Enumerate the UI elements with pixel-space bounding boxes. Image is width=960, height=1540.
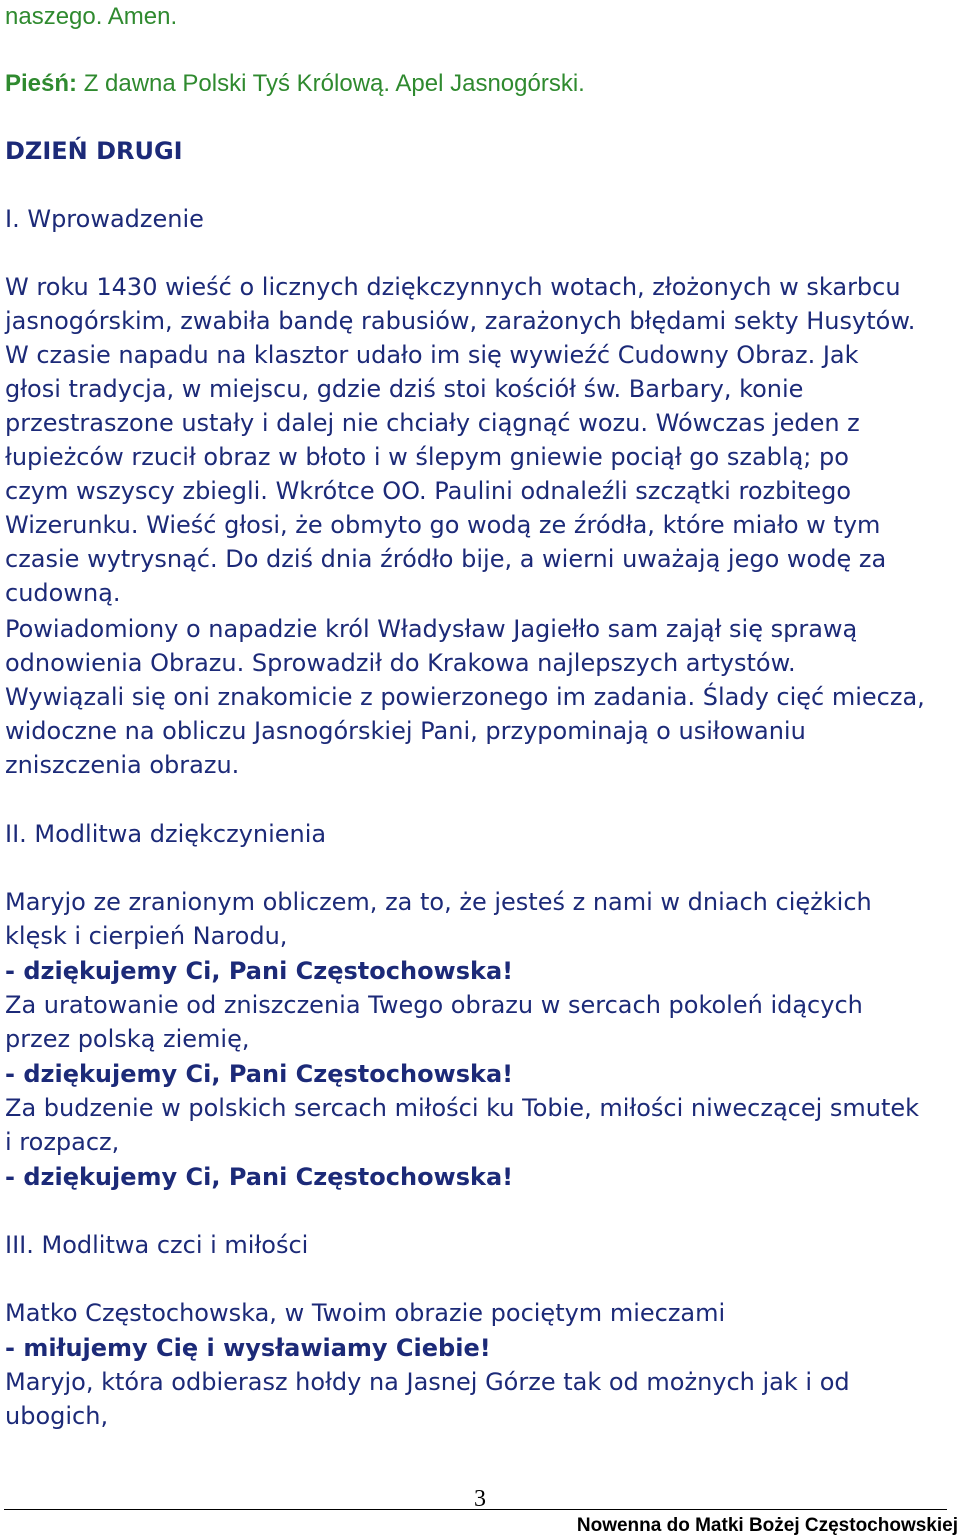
section1-line: W czasie napadu na klasztor udało im się wywieźć Cudowny Obraz. Jak <box>5 341 859 369</box>
section2-line: Maryjo ze zranionym obliczem, za to, że jesteś z nami w dniach ciężkich <box>5 888 872 916</box>
section1-line: Wywiązali się oni znakomicie z powierzonego im zadania. Ślady cięć miecza, <box>5 683 925 711</box>
section1-line: czym wszyscy zbiegli. Wkrótce OO. Paulini odnaleźli szczątki rozbitego <box>5 477 852 505</box>
song-line <box>5 67 585 101</box>
section3-line: Matko Częstochowska, w Twoim obrazie pociętym mieczami <box>5 1299 726 1327</box>
section1-line: jasnogórskim, zwabiła bandę rabusiów, zarażonych błędami sekty Husytów. <box>5 307 916 335</box>
section3-heading: III. Modlitwa czci i miłości <box>5 1231 309 1259</box>
section1-heading: I. Wprowadzenie <box>5 205 204 233</box>
section1-line: cudowną. <box>5 579 121 607</box>
section3-line: Maryjo, która odbierasz hołdy na Jasnej Górze tak od możnych jak i od <box>5 1368 850 1396</box>
prayer-response: - dziękujemy Ci, Pani Częstochowska! <box>5 1163 514 1191</box>
prayer-response: - dziękujemy Ci, Pani Częstochowska! <box>5 1060 514 1088</box>
section1-line: zniszczenia obrazu. <box>5 751 240 779</box>
section1-line: przestraszone ustały i dalej nie chciały ciągnąć wozu. Wówczas jeden z <box>5 409 860 437</box>
prayer-response: - dziękujemy Ci, Pani Częstochowska! <box>5 957 514 985</box>
section2-line: i rozpacz, <box>5 1128 120 1156</box>
section2-line: klęsk i cierpień Narodu, <box>5 922 288 950</box>
section1-line: Powiadomiony o napadzie król Władysław Jagiełło sam zajął się sprawą <box>5 615 858 643</box>
section1-line: łupieżców rzucił obraz w błoto i w ślepym gniewie pociął go szablą; po <box>5 443 849 471</box>
section1-line: W roku 1430 wieść o licznych dziękczynnych wotach, złożonych w skarbcu <box>5 273 901 301</box>
section1-line: odnowienia Obrazu. Sprowadził do Krakowa najlepszych artystów. <box>5 649 796 677</box>
section2-line: Za uratowanie od zniszczenia Twego obrazu w sercach pokoleń idących <box>5 991 863 1019</box>
song-label: Pieśń: <box>5 70 78 97</box>
song-text: Z dawna Polski Tyś Królową. Apel Jasnogórski. <box>77 70 585 97</box>
section1-line: Wizerunku. Wieść głosi, że obmyto go wodą ze źródła, które miało w tym <box>5 511 881 539</box>
section2-heading: II. Modlitwa dziękczynienia <box>5 820 327 848</box>
section2-line: Za budzenie w polskich sercach miłości ku Tobie, miłości niweczącej smutek <box>5 1094 920 1122</box>
footer-title: Nowenna do Matki Bożej Częstochowskiej <box>576 1515 958 1536</box>
prayer-response: - miłujemy Cię i wysławiamy Ciebie! <box>5 1334 491 1362</box>
section3-line: ubogich, <box>5 1402 109 1430</box>
day-heading: DZIEŃ DRUGI <box>5 137 183 165</box>
section1-line: czasie wytrysnąć. Do dziś dnia źródło bije, a wierni uważają jego wodę za <box>5 545 887 573</box>
page-number: 3 <box>474 1486 486 1512</box>
section1-line: widoczne na obliczu Jasnogórskiej Pani, przypominają o usiłowaniu <box>5 717 806 745</box>
section2-line: przez polską ziemię, <box>5 1025 250 1053</box>
intro-amen: naszego. Amen. <box>5 3 178 30</box>
section1-line: głosi tradycja, w miejscu, gdzie dziś stoi kościół św. Barbary, konie <box>5 375 804 403</box>
footer-divider <box>4 1509 947 1510</box>
